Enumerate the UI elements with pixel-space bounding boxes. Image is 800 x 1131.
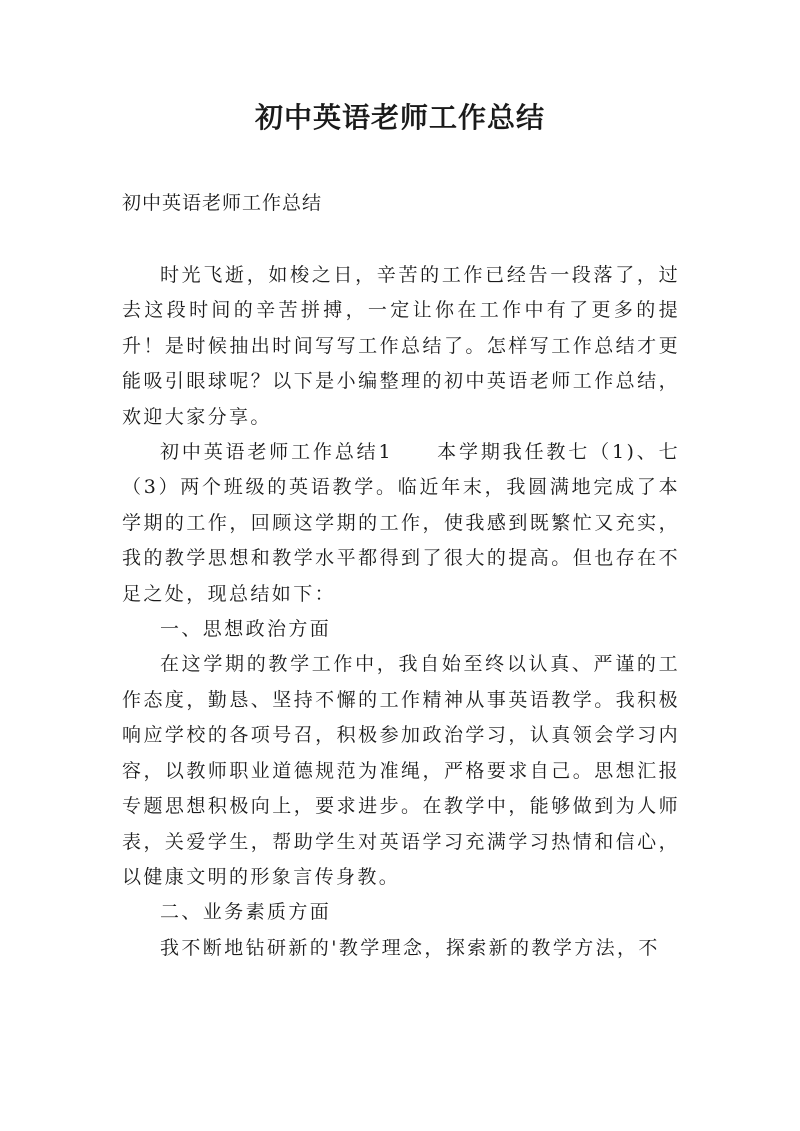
document-body	[122, 258, 680, 966]
professional-paragraph: 我不断地钻研新的'教学理念，探索新的教学方法，不	[160, 936, 660, 959]
political-paragraph: 在这学期的教学工作中，我自始至终以认真、严谨的工作态度，勤恳、坚持不懈的工作精神从事英语教学。我积极响应学校的各项号召，积极参加政治学习，认真领会学习内容，以教师职业道德规范为准绳，严格要求自己。思想汇报专题思想积极向上，要求进步。在教学中，能够做到为人师表，关爱学生，帮助学生对英语学习充满学习热情和信心，以健康文明的形象言传身教。	[122, 653, 680, 888]
intro-paragraph: 时光飞逝，如梭之日，辛苦的工作已经告一段落了，过去这段时间的辛苦拼搏，一定让你在工作中有了更多的提升！是时候抽出时间写写工作总结了。怎样写工作总结才更能吸引眼球呢？以下是小编整理的初中英语老师工作总结，欢迎大家分享。	[122, 264, 680, 428]
summary-1-paragraph: 初中英语老师工作总结1 本学期我任教七（1)、七（3）两个班级的英语教学。临近年末，我圆满地完成了本学期的工作，回顾这学期的工作，使我感到既繁忙又充实，我的教学思想和教学水平都得到了很大的提高。但也存在不足之处，现总结如下：	[122, 441, 680, 605]
section-heading-political: 一、思想政治方面	[160, 618, 332, 641]
document-subtitle: 初中英语老师工作总结	[122, 192, 323, 214]
document-title: 初中英语老师工作总结	[254, 101, 545, 134]
section-heading-professional: 二、业务素质方面	[160, 901, 332, 924]
